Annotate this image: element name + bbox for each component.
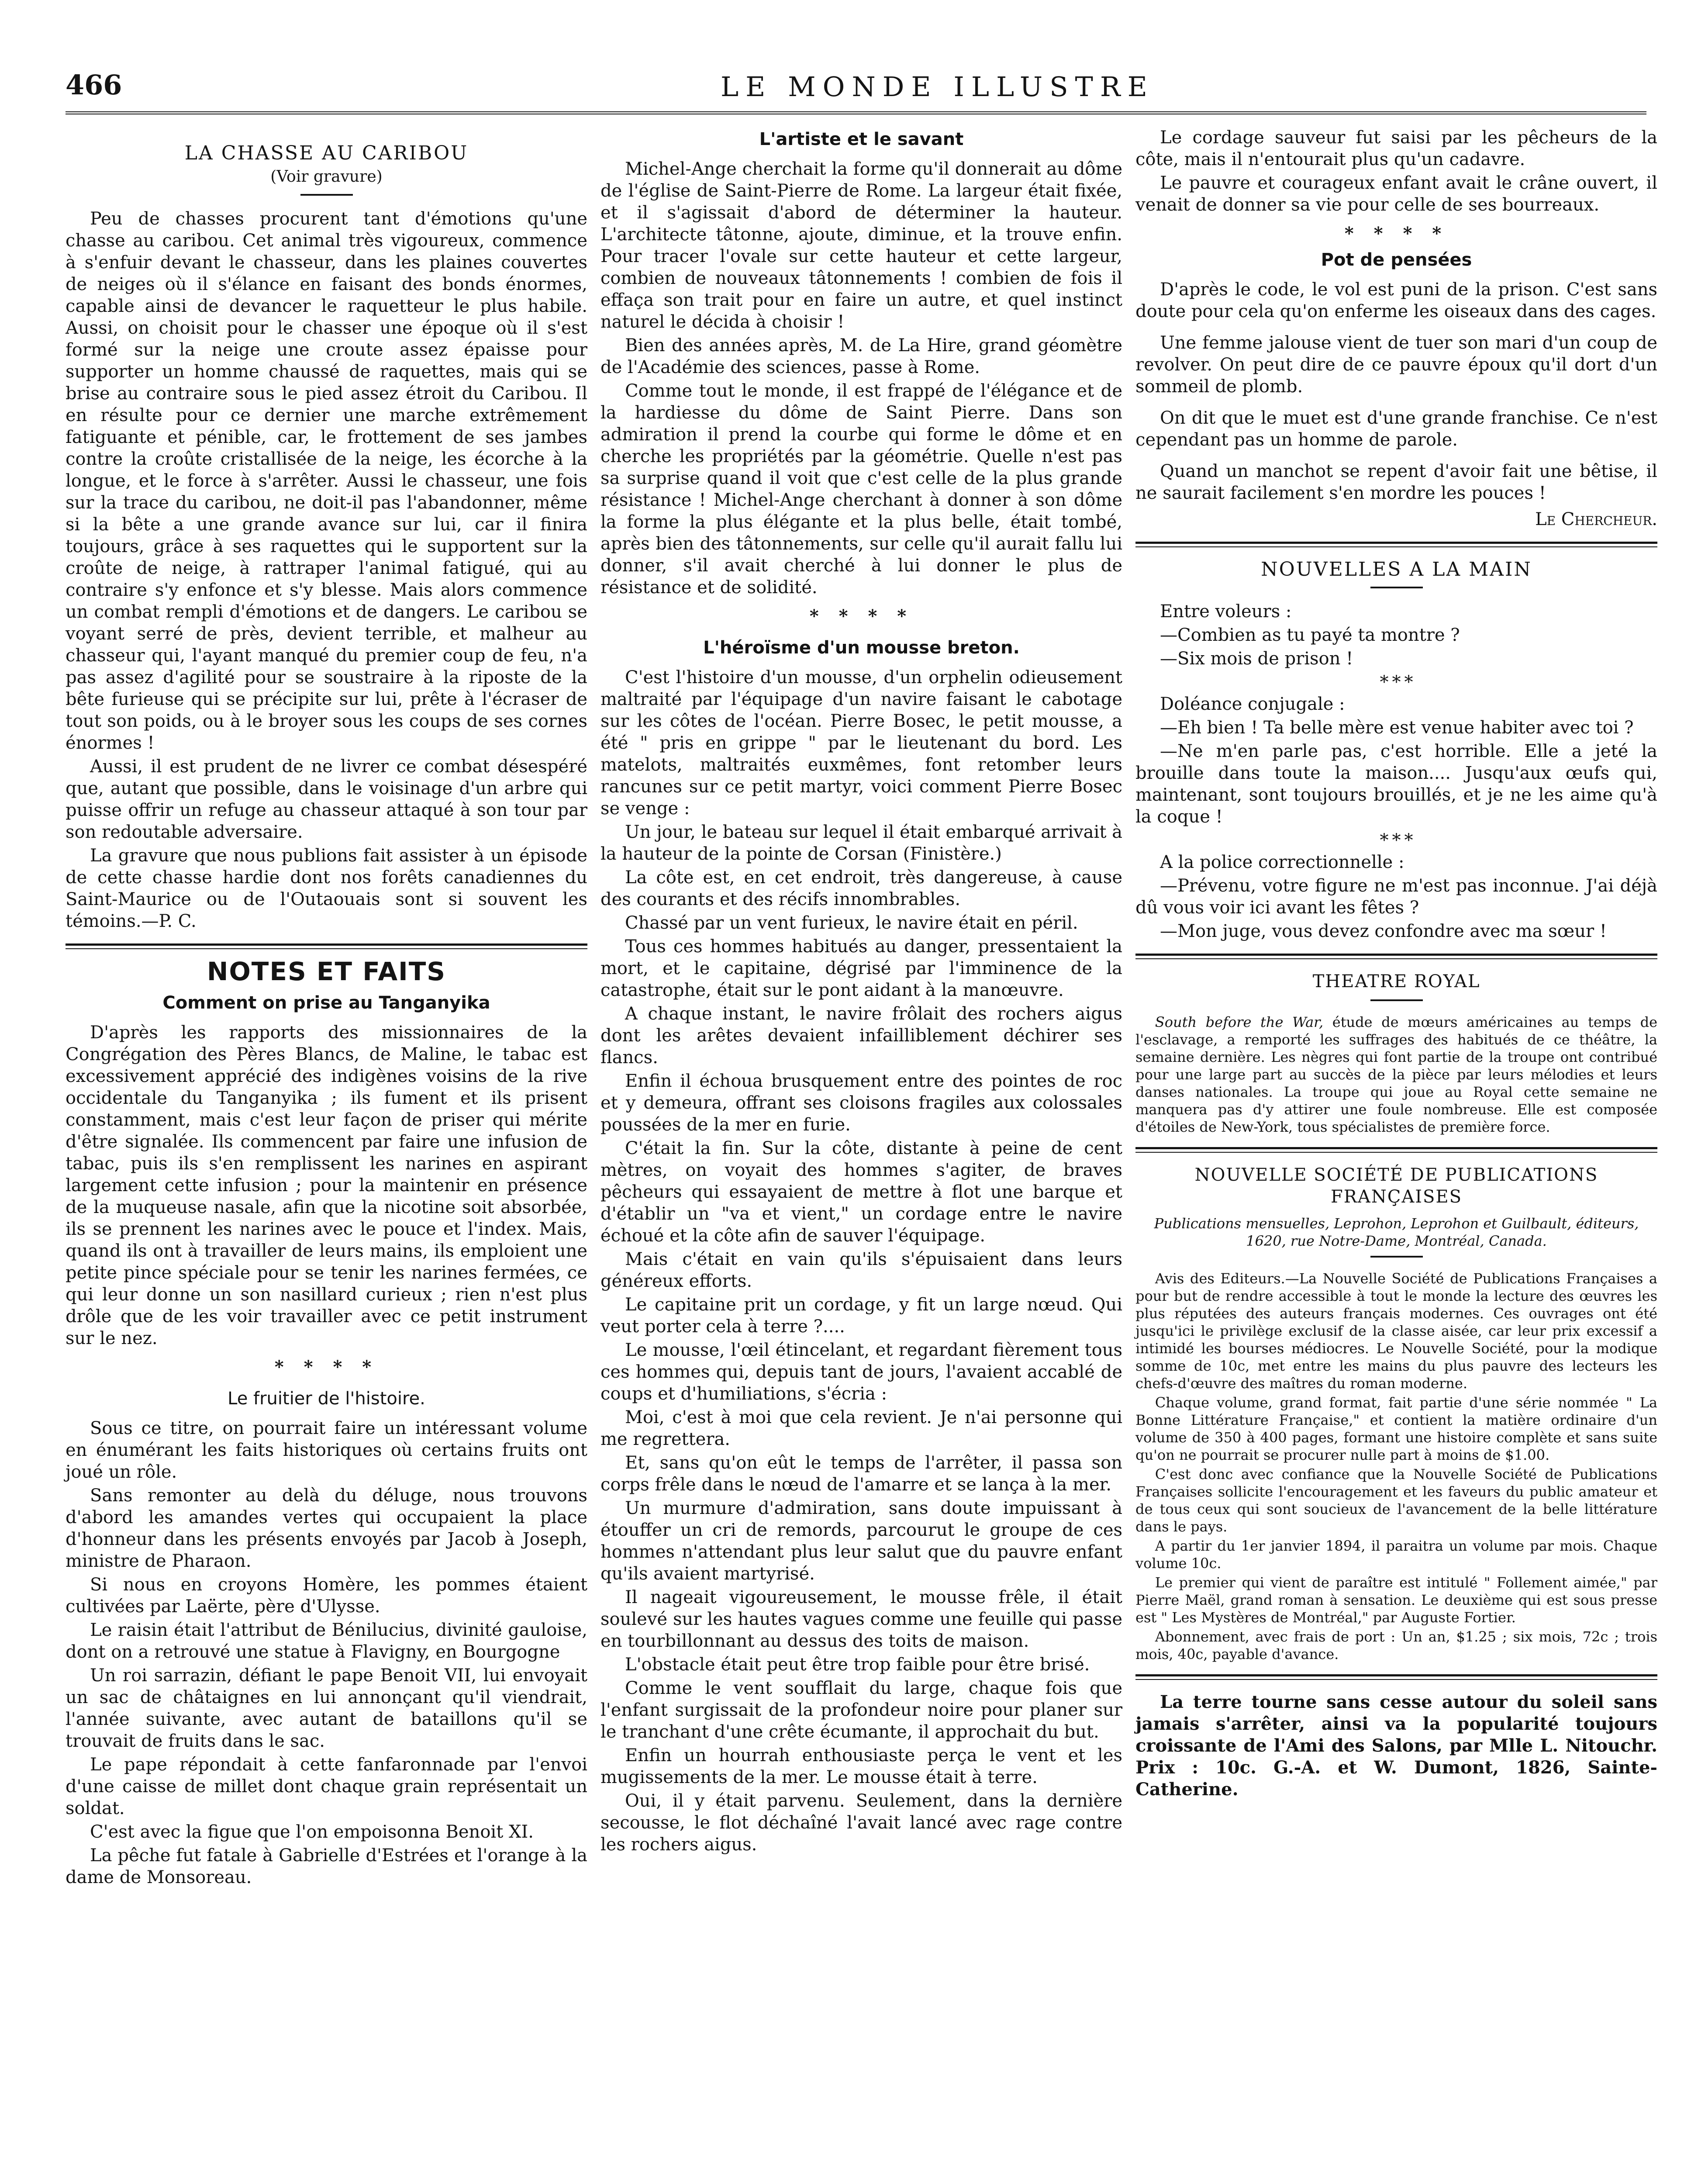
divider xyxy=(300,194,353,196)
paragraph: Un murmure d'admiration, sans doute impuissant à étouffer un cri de remords, parcourut le groupe de ces hommes n'attendant plus leur salut que du pauvre enfant qu'ils avaient martyrisé. xyxy=(600,1498,1122,1584)
divider xyxy=(1135,1674,1657,1680)
paragraph: Michel-Ange cherchait la forme qu'il donnerait au dôme de l'église de Saint-Pierre de Rome. La largeur était fixée, et il s'agissait d'abord de déterminer la hauteur. L'architecte tâtonne, ajoute, diminue, et la trouve enfin. Pour tracer l'ovale sur cette hauteur et cette largeur, combien de nouveaux tâtonnements ! combien de fois il effaça son trait pour en faire un autre, et quel instinct naturel le décida à choisir ! xyxy=(600,159,1122,332)
paragraph: —Mon juge, vous devez confondre avec ma sœur ! xyxy=(1160,921,1607,941)
section-title-societe: NOUVELLE SOCIÉTÉ DE PUBLICATIONS FRANÇAISES xyxy=(1194,1165,1598,1207)
column-1 xyxy=(66,127,587,1890)
paragraph: D'après les rapports des missionnaires de la Congrégation des Pères Blancs, de Maline, le tabac est excessivement apprécié des indigènes voisins de la rive occidentale du Tanganyika ; ils fument et ils prisent constamment, mais c'est leur façon de priser qui mérite d'être signalée. Ils commencent par faire une infusion de tabac, puis ils s'en remplissent les narines en aspirant largement cette infusion ; pour la maintenir en présence de la muqueuse nasale, afin que la nicotine soit absorbée, ils se prennent les narines avec le pouce et l'index. Mais, quand ils ont à travailler de leurs mains, ils emploient une petite pince spéciale pour se tenir les narines fermées, ce qui leur donne un son nasillard curieux ; rien n'est plus drôle que de les voir travailler avec ce petit instrument sur le nez. xyxy=(66,1023,587,1348)
paragraph: Abonnement, avec frais de port : Un an, $1.25 ; six mois, 72c ; trois mois, 40c, payable d'avance. xyxy=(1135,1628,1657,1662)
asterism-separator: * * * xyxy=(1380,830,1413,850)
paragraph: —Prévenu, votre figure ne m'est pas inconnue. J'ai déjà dû vous voir ici avant les fêtes ? xyxy=(1135,876,1657,918)
paragraph: —Eh bien ! Ta belle mère est venue habiter avec toi ? xyxy=(1160,718,1634,738)
paragraph: C'est l'histoire d'un mousse, d'un orphelin odieusement maltraité par l'équipage d'un navire faisant le cabotage sur les côtes de l'océan. Pierre Bosec, le petit mousse, a été " pris en grippe " par le lieutenant du bord. Les matelots, maltraités euxmêmes, font retomber leurs rancunes sur ce petit martyr, voici comment Pierre Bosec se venge : xyxy=(600,667,1122,819)
stars-separator: * * * * xyxy=(809,606,914,626)
paragraph: Enfin un hourrah enthousiaste perça le vent et les mugissements de la mer. Le mousse était à terre. xyxy=(600,1745,1122,1787)
article-title-caribou: LA CHASSE AU CARIBOU xyxy=(184,142,469,164)
paragraph: Doléance conjugale : xyxy=(1160,694,1345,714)
paragraph: L'obstacle était peut être trop faible pour être brisé. xyxy=(625,1655,1090,1675)
paragraph: Tous ces hommes habitués au danger, pressentaient la mort, et le capitaine, dégrisé par l'imminence de la catastrophe, était sur le pont aidant à la manœuvre. xyxy=(600,936,1122,1000)
paragraph: Quand un manchot se repent d'avoir fait une bêtise, il ne saurait facilement s'en mordre les pouces ! xyxy=(1135,461,1657,503)
paragraph: La pêche fut fatale à Gabrielle d'Estrées et l'orange à la dame de Monsoreau. xyxy=(66,1845,587,1887)
page-number: 466 xyxy=(66,69,122,101)
paragraph: Le pauvre et courageux enfant avait le crâne ouvert, il venait de donner sa vie pour celle de ses bourreaux. xyxy=(1135,173,1657,215)
paragraph: Le mousse, l'œil étincelant, et regardant fièrement tous ces hommes qui, depuis tant de jours, l'avaient accablé de coups et d'humiliations, s'écria : xyxy=(600,1340,1122,1404)
paragraph: La côte est, en cet endroit, très dangereuse, à cause des courants et des récifs innombrables. xyxy=(600,867,1122,909)
paragraph: —Combien as tu payé ta montre ? xyxy=(1160,625,1460,645)
paragraph: Le cordage sauveur fut saisi par les pêcheurs de la côte, mais il n'entourait plus qu'un cadavre. xyxy=(1135,128,1657,169)
article-title-pot: Pot de pensées xyxy=(1321,250,1472,270)
paragraph: C'était la fin. Sur la côte, distante à peine de cent mètres, on voyait des hommes s'agiter, de braves pêcheurs qui essayaient de mettre à flot une barque et d'établir un "va et vient," un cordage entre le navire échoué et la côte afin de sauver l'équipage. xyxy=(600,1138,1122,1246)
section-title-nouvelles: NOUVELLES A LA MAIN xyxy=(1261,558,1532,581)
paragraph: Oui, il y était parvenu. Seulement, dans la dernière secousse, le flot déchaîné l'avait lancé avec rage contre les rochers aigus. xyxy=(600,1791,1122,1855)
header-rule xyxy=(66,111,1646,114)
theatre-text: étude de mœurs américaines au temps de l'esclavage, a remporté les suffrages des habitués de ce théâtre, la semaine dernière. Les nègres qui font partie de la troupe ont contribué pour une large part au succès de la pièce par leurs mélodies et leurs danses nationales. La troupe qui joue au Royal cette semaine ne manquera pas d'y attirer une foule nombreuse. Elle est composée d'étoiles de New-York, tous spécialistes de première force. xyxy=(1135,1014,1658,1135)
article-title-tanganyika: Comment on prise au Tanganyika xyxy=(162,993,490,1013)
stars-separator: * * * * xyxy=(274,1357,379,1377)
theatre-paragraph xyxy=(1135,1013,1657,1136)
paragraph: La gravure que nous publions fait assister à un épisode de cette chasse hardie dont nos forêts canadiennes du Saint-Maurice ou de l'Outaouais sont si souvent les témoins.—P. C. xyxy=(66,846,587,931)
article-title-heroisme: L'héroïsme d'un mousse breton. xyxy=(703,638,1020,658)
article-note: (Voir gravure) xyxy=(270,168,383,186)
divider xyxy=(1135,1147,1657,1153)
divider xyxy=(1370,1256,1423,1258)
paragraph: Et, sans qu'on eût le temps de l'arrêter, il passa son corps frêle dans le nœud de l'amarre et se lança à la mer. xyxy=(600,1453,1122,1495)
paragraph: D'après le code, le vol est puni de la prison. C'est sans doute pour cela qu'on enferme les oiseaux dans des cages. xyxy=(1135,280,1657,321)
paragraph: Le pape répondait à cette fanfaronnade par l'envoi d'une caisse de millet dont chaque grain représentait un soldat. xyxy=(66,1755,587,1818)
paragraph: Entre voleurs : xyxy=(1160,601,1292,622)
paragraph: Avis des Editeurs.—La Nouvelle Société de Publications Françaises a pour but de rendre accessible à tout le monde la lecture des œuvres les plus réputées des auteurs français modernes. Ces ouvrages ont été jusqu'ici le privilège exclusif de la classe aisée, car leur prix excessif a intimidé les bourses médiocres. Le Nouvelle Société, pour la modique somme de 10c, met entre les mains du plus pauvre des lecteurs les chefs-d'œuvre des maîtres du roman moderne. xyxy=(1135,1270,1657,1392)
paragraph: —Six mois de prison ! xyxy=(1160,649,1353,669)
paragraph: Chassé par un vent furieux, le navire était en péril. xyxy=(625,913,1078,933)
paragraph: Chaque volume, grand format, fait partie d'une série nommée " La Bonne Littérature Française," et contient la matière ordinaire d'un volume de 350 à 400 pages, formant une histoire complète et sans suite qu'on ne pourrait se procurer nulle part à moins de $1.00. xyxy=(1135,1394,1657,1463)
column-2 xyxy=(600,127,1122,1857)
paragraph: Aussi, il est prudent de ne livrer ce combat désespéré que, autant que possible, dans le voisinage d'un arbre qui puisse offrir un refuge au chasseur attaqué à son tour par son redoutable adversaire. xyxy=(66,757,587,842)
paragraph: Enfin il échoua brusquement entre des pointes de roc et y demeura, offrant ses cloisons fragiles aux colossales poussées de la mer en furie. xyxy=(600,1071,1122,1135)
paragraph: A la police correctionnelle : xyxy=(1160,852,1405,872)
paragraph: —Ne m'en parle pas, c'est horrible. Elle a jeté la brouille dans toute la maison.... Jusqu'aux œufs qui, maintenant, sont toujours brouillés, et je ne les aime qu'à la coque ! xyxy=(1135,741,1657,827)
paragraph: On dit que le muet est d'une grande franchise. Ce n'est cependant pas un homme de parole. xyxy=(1135,408,1657,450)
paragraph: Moi, c'est à moi que cela revient. Je n'ai personne qui me regrettera. xyxy=(600,1407,1122,1449)
divider xyxy=(1135,954,1657,959)
article-title-artiste: L'artiste et le savant xyxy=(759,129,964,149)
paragraph: Une femme jalouse vient de tuer son mari d'un coup de revolver. On peut dire de ce pauvre époux qu'il dort d'un sommeil de plomb. xyxy=(1135,333,1657,397)
play-title: South before the War, xyxy=(1155,1014,1324,1030)
paragraph: Un jour, le bateau sur lequel il était embarqué arrivait à la hauteur de la pointe de Corsan (Finistère.) xyxy=(600,822,1122,864)
section-title-notes: NOTES ET FAITS xyxy=(207,957,446,986)
paragraph: C'est avec la figue que l'on empoisonna Benoit XI. xyxy=(90,1822,534,1842)
stars-separator: * * * * xyxy=(1344,223,1449,244)
divider xyxy=(1370,587,1423,588)
paragraph: Bien des années après, M. de La Hire, grand géomètre de l'Académie des sciences, passe à Rome. xyxy=(600,335,1122,377)
publisher-info: Publications mensuelles, Leprohon, Leprohon et Guilbault, éditeurs, 1620, rue Notre-Dame, Montréal, Canada. xyxy=(1154,1215,1639,1249)
divider xyxy=(1135,542,1657,547)
paragraph: Le raisin était l'attribut de Bénilucius, divinité gauloise, dont on a retrouvé une statue à Flavigny, en Bourgogne xyxy=(66,1620,587,1662)
page-header xyxy=(66,61,1646,114)
paragraph: Le premier qui vient de paraître est intitulé " Follement aimée," par Pierre Maël, grand roman à sensation. Le deuxième qui est sous presse est " Les Mystères de Montréal," par Auguste Fortier. xyxy=(1135,1574,1657,1626)
column-3 xyxy=(1135,127,1657,1802)
paragraph: Sous ce titre, on pourrait faire un intéressant volume en énumérant les faits historiques où certains fruits ont joué un rôle. xyxy=(66,1418,587,1482)
section-title-theatre: THEATRE ROYAL xyxy=(1312,971,1480,992)
paragraph: Peu de chasses procurent tant d'émotions qu'une chasse au caribou. Cet animal très vigoureux, commence à s'enfuir devant le chasseur, dans les plaines couvertes de neiges où il s'élance en faisant des bonds énormes, capable ainsi de devancer le raquetteur le plus habile. Aussi, on choisit pour le chasser une époque où il s'est formé sur la neige une croute assez épaisse pour supporter un homme chaussé de raquettes, mais qui se brise au contraire sous le pied assez étroit du Caribou. Il en résulte pour ce dernier une marche extrêmement fatiguante et pénible, car, le frottement de ses jambes contre la croûte cristallisée de la neige, les écorche à la longue, et le force à s'arrêter. Aussi le chasseur, une fois sur la trace du caribou, ne doit-il pas l'abandonner, même si la bête a une grande avance sur lui, car il finira toujours, grâce à ses raquettes qui le supportent sur la croûte de neige, à rattraper l'animal fatigué, qui au contraire s'y enfonce et s'y blesse. Mais alors commence un combat rempli d'émotions et de dangers. Le caribou se voyant serré de près, devient terrible, et malheur au chasseur qui, l'ayant manqué du premier coup de feu, n'a pas assez d'agilité pour se soustraire à la riposte de la bête furieuse qui se précipite sur lui, prête à l'écraser de tout son poids, ou à le broyer sous les coups de ses cornes énormes ! xyxy=(66,209,587,753)
article-title-fruitier: Le fruitier de l'histoire. xyxy=(228,1389,425,1409)
paragraph: Sans remonter au delà du déluge, nous trouvons d'abord les amandes vertes qui occupaient la place d'honneur dans les présents envoyés par Jacob à Joseph, ministre de Pharaon. xyxy=(66,1486,587,1571)
paragraph: C'est donc avec confiance que la Nouvelle Société de Publications Françaises sollicite l'encouragement et les faveurs du public amateur et de tous ceux qui sont soucieux de l'avancement de la belle littérature dans le pays. xyxy=(1135,1466,1657,1535)
advertisement: La terre tourne sans cesse autour du soleil sans jamais s'arrêter, ainsi va la popularité toujours croissante de l'Ami des Salons, par Mlle L. Nitouchr. Prix : 10c. G.-A. et W. Dumont, 1826, Sainte-Catherine. xyxy=(1135,1692,1657,1800)
paragraph: Le capitaine prit un cordage, y fit un large nœud. Qui veut porter cela à terre ?.... xyxy=(600,1295,1122,1337)
paragraph: Comme tout le monde, il est frappé de l'élégance et de la hardiesse du dôme de Saint Pierre. Dans son admiration il prend la courbe qui forme le dôme et en cherche les propriétés par la géométrie. Quelle n'est pas sa surprise quand il voit que c'est celle de la plus grande résistance ! Michel-Ange cherchant à donner à son dôme la forme la plus élégante et la plus belle, était tombé, après bien des tâtonnements, sur celle qu'il aurait fallu lui donner, s'il avait cherché à lui donner le plus de résistance et de solidité. xyxy=(600,381,1122,598)
divider xyxy=(1370,999,1423,1001)
asterism-separator: * * * xyxy=(1380,672,1413,692)
paragraph: A chaque instant, le navire frôlait des rochers aigus dont les arêtes devaient infailliblement déchirer ses flancs. xyxy=(600,1004,1122,1068)
paragraph: Il nageait vigoureusement, le mousse frêle, il était soulevé sur les hautes vagues comme une feuille qui passe en tourbillonnant au dessus des toits de maison. xyxy=(600,1587,1122,1651)
paragraph: Un roi sarrazin, défiant le pape Benoit VII, lui envoyait un sac de châtaignes en lui annonçant qu'il viendrait, l'année suivante, avec autant de bataillons qu'il se trouvait de fruits dans le sac. xyxy=(66,1666,587,1751)
paragraph: Mais c'était en vain qu'ils s'épuisaient dans leurs généreux efforts. xyxy=(600,1249,1122,1291)
divider xyxy=(66,943,587,949)
paragraph: Comme le vent soufflait du large, chaque fois que l'enfant surgissait de la profondeur noire pour planer sur le tranchant d'une crête écumante, il approchait du but. xyxy=(600,1678,1122,1742)
paragraph: A partir du 1er janvier 1894, il paraitra un volume par mois. Chaque volume 10c. xyxy=(1135,1538,1657,1572)
signature: Le Chercheur. xyxy=(1535,509,1657,529)
paragraph: Si nous en croyons Homère, les pommes étaient cultivées par Laërte, père d'Ulysse. xyxy=(66,1575,587,1617)
newspaper-title: LE MONDE ILLUSTRE xyxy=(721,71,1154,103)
